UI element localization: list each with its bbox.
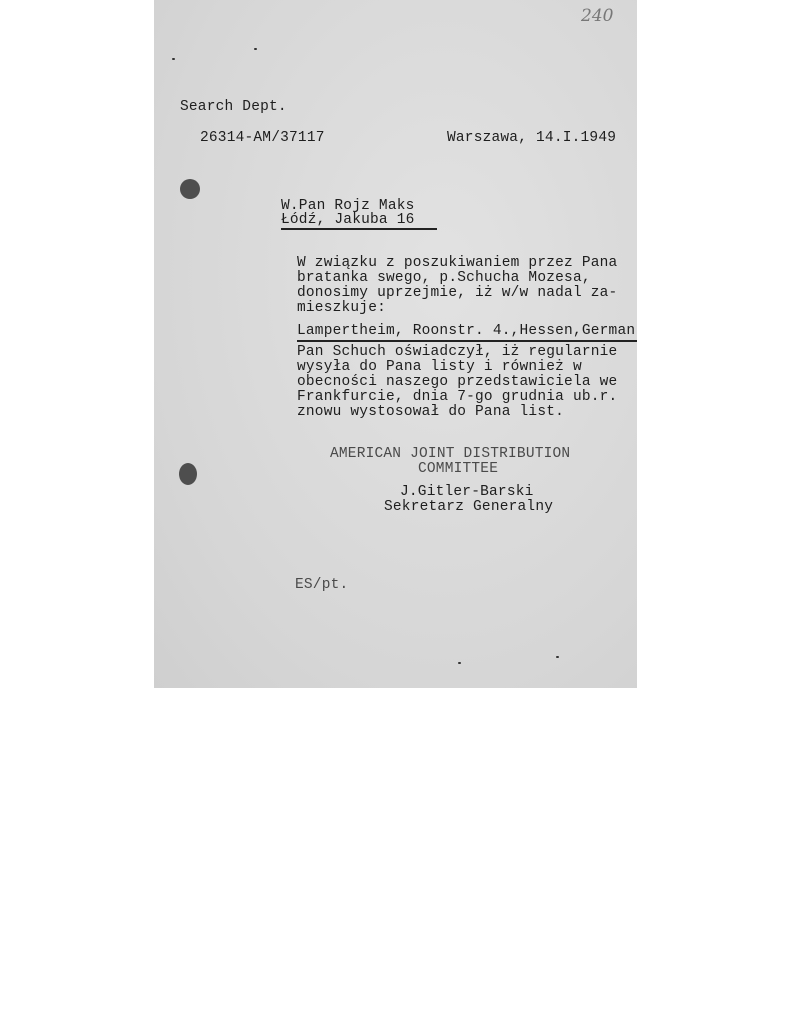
- punch-hole: [180, 179, 200, 199]
- speck: [172, 58, 175, 60]
- signatory-title: Sekretarz Generalny: [384, 499, 554, 515]
- body-line: W związku z poszukiwaniem przez Pana: [297, 255, 618, 271]
- location-line: Lampertheim, Roonstr. 4.,Hessen,German: [297, 323, 636, 339]
- address-underline: [281, 228, 437, 230]
- place-date: Warszawa, 14.I.1949: [447, 130, 617, 146]
- signatory-name: J.Gitler-Barski: [400, 484, 534, 500]
- body-line: bratanka swego, p.Schucha Mozesa,: [297, 270, 591, 286]
- reference-number: 26314-AM/37117: [200, 130, 325, 146]
- body-line: znowu wystosował do Pana list.: [297, 404, 565, 420]
- body-line: wysyła do Pana listy i również w: [297, 359, 582, 375]
- body-line: Pan Schuch oświadczył, iż regularnie: [297, 344, 618, 360]
- addressee-name: W.Pan Rojz Maks: [281, 198, 415, 214]
- body-line: donosimy uprzejmie, iż w/w nadal za-: [297, 285, 618, 301]
- body-line: obecności naszego przedstawiciela we: [297, 374, 618, 390]
- speck: [254, 48, 257, 50]
- document-page: [154, 0, 637, 688]
- organization-name: COMMITTEE: [418, 461, 499, 477]
- page-number: 240: [581, 6, 614, 26]
- typist-initials: ES/pt.: [295, 577, 349, 593]
- body-line: Frankfurcie, dnia 7-go grudnia ub.r.: [297, 389, 618, 405]
- location-underline: [297, 340, 637, 342]
- speck: [556, 656, 559, 658]
- speck: [458, 662, 461, 664]
- body-line: mieszkuje:: [297, 300, 387, 316]
- addressee-address: Łódź, Jakuba 16: [281, 212, 415, 228]
- organization-name: AMERICAN JOINT DISTRIBUTION: [330, 446, 571, 462]
- department: Search Dept.: [180, 99, 287, 115]
- punch-hole: [179, 463, 197, 485]
